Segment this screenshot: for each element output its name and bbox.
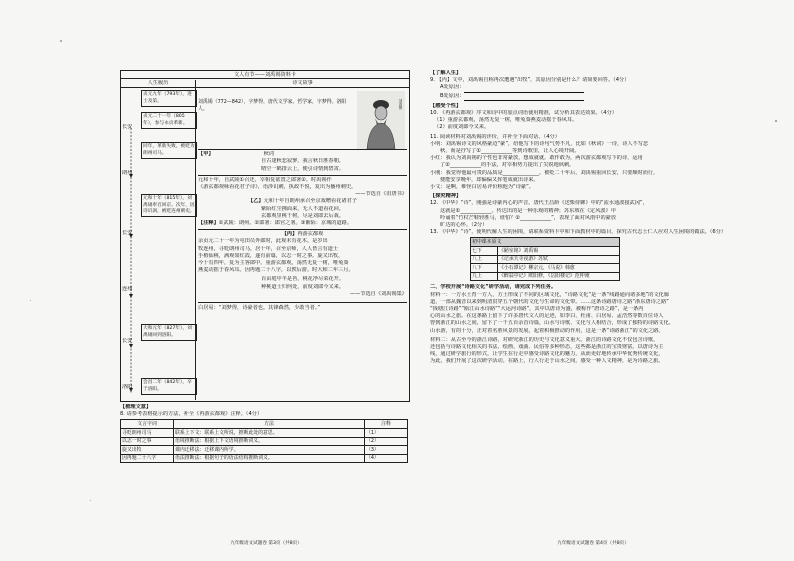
story-a-line-1: 自古逢秋悲寂寥，我言秋日胜春朝。 <box>260 158 344 165</box>
q8-section: 【梳理文意】 <box>120 404 152 410</box>
place-luoyang: 洛阳 <box>122 384 133 391</box>
life-event-5: 大和元年（827年），刘禹锡回到洛阳。 <box>141 324 197 341</box>
q8-method-4: 语法推断法：根据句子的语法结构推断词义。 <box>174 454 365 463</box>
textbook-grade-1: 七下 <box>471 247 498 256</box>
textbook-header: 初中课本原文 <box>471 238 620 247</box>
intro-block <box>198 89 407 150</box>
q10-item-1: （1）重游玄都观，荡然无复一树，唯兔葵燕麦动摇于春风耳。 <box>434 117 578 124</box>
q8-header-note: 注释 <box>365 420 408 429</box>
textbook-table <box>470 237 620 281</box>
textbook-works-2: 《记承天寺夜游》苏轼 <box>498 255 620 264</box>
q9-a-label: A处原因： <box>440 84 465 91</box>
story-column <box>196 88 409 400</box>
q9-b-label: B处原因： <box>440 92 465 99</box>
story-c-source: ——节选自《刘禹锡集》 <box>349 290 407 297</box>
q9-b-answer-line[interactable] <box>464 93 584 101</box>
q13-prompt: 13. 《中华》“诗”，使明代解人生的困境，请联系资料卡中和下面教材中的篇目，探究古代志士仁人应对人生困境的做法。（6分） <box>430 229 727 236</box>
col-header-story: 诗文故事 <box>292 80 313 86</box>
life-event-1: 贞元九年（793年），进士及第。 <box>141 90 197 107</box>
story-b-line-2: 《游玄都观咏看花君子诗》，语涉讥刺，执政不悦，复出为播州刺史。 <box>198 184 357 191</box>
timeline-arrows <box>121 88 141 400</box>
story-b-poem-title: 元和十年自朗州承召至京戏赠看花诸君子 <box>263 198 357 205</box>
q8-answer-2[interactable]: （2） <box>365 437 408 446</box>
q8-answer-3[interactable]: （3） <box>365 446 408 455</box>
right-page <box>412 70 774 550</box>
story-b-poem-line-1: 紫陌红尘拂面来，无人不道看花回。 <box>260 205 344 212</box>
q12-line-3[interactable]: 吟诵着“竹杖芒鞋轻胜马，谁怕？②____________”，表现了面对风雨中的豪放 <box>440 214 617 221</box>
table-row <box>121 437 408 446</box>
q8-word-4: 因再题二十八字 <box>121 454 174 463</box>
life-event-2: 贞元二十一年（805年），参与永贞革新。 <box>141 112 197 129</box>
material-1-line-2: 道，一部从魏晋以来到明清贯穿五个朝代的文化与生命的文化带。……这条诗路唐诗之路“浙东唐诗之路” <box>430 298 669 305</box>
profile-card <box>120 70 410 402</box>
part-two-heading: 二、学校开展“诗路文化”研学活动，请完成下列任务。 <box>430 284 557 291</box>
q11-line-1: 小明：刘禹锡诗文的风格豪迈“豪”，给他写下的诗句气势不凡，比如《秋词》一诗，诗人不写悲 <box>430 140 649 147</box>
story-c-poem-line-2: 种桃道士归何处，前度刘郎今又来。 <box>260 283 344 290</box>
story-b-line-1: 元和十年，自武陵①召还，宰相复欲置之郎署②。时禹锡作 <box>198 176 332 183</box>
life-event-4: 元和十年（815年），刘禹锡奉召回京。次年，因诗讥讽，被贬连州刺史。 <box>141 194 197 217</box>
textbook-works-3: 《小石潭记》柳宗元，《马说》韩愈 <box>498 264 620 273</box>
material-1-line-4: 心的山水之旅。在这条路上留下了许多唐代文人的足迹，如李白、杜甫、白居易、孟浩然等数百位诗人 <box>430 313 664 320</box>
story-a-title: 秋词 <box>263 151 274 158</box>
table-row <box>471 247 620 256</box>
q8-header-word: 文言字词 <box>121 420 174 429</box>
q8-word-2: 以志一时之事 <box>121 437 174 446</box>
card-col-headers <box>121 80 409 88</box>
q11-line-7: 小文：是啊，难怪白居易评价称他为“诗豪”。 <box>430 184 534 191</box>
story-b-note: ①武陵：朗州。②郎署：郎官之署。③紫陌：京城的道路。 <box>218 220 353 227</box>
material-2-line-4: 为此，我们开展了这次研学活动。在路上，行人行走于山水之间，感受一种人文精神，是为诗路之旅。 <box>430 358 664 365</box>
q11-line-5[interactable]: 小刚：我觉得他最可贵的品质是______________。被贬二十年后，刘禹锡重回长安，只要顺时而行， <box>430 169 659 176</box>
story-c-label: 【丙】 <box>281 231 298 238</box>
q11-line-4[interactable]: 了②____________的手法，对宰相势力提出了尖锐地讽刺。 <box>440 162 575 169</box>
material-2-line-3: 线，通过研学旅行的形式，让学生在行走中感受诗路文化的魅力，从而更好地传承中华优秀传统文化， <box>430 351 664 358</box>
place-changan-3: 长安 <box>122 338 133 345</box>
q8-header-method: 方法 <box>174 420 365 429</box>
place-changan-1: 长安 <box>122 124 133 131</box>
material-2-line-2: 还包括与诗路文化相关的书法、绘画、戏曲、民俗等多种形态，这些都是浙江的宝贵财富。以唐诗为主 <box>430 344 664 351</box>
life-event-6: 会昌二年（842年），卒于洛阳。 <box>141 378 197 395</box>
textbook-works-1: 《陋室铭》刘禹锡 <box>498 247 620 256</box>
q8-method-1: 联系上下文：联系上文所说，推断此处的意思。 <box>174 429 365 438</box>
story-a <box>198 150 407 176</box>
place-langzhou: 朗州 <box>122 170 133 177</box>
scan-speck <box>60 40 62 42</box>
q8-table <box>120 419 408 463</box>
svg-text:刘禹锡: 刘禹锡 <box>399 99 403 110</box>
place-lianzhou: 连州 <box>122 286 133 293</box>
table-row <box>471 264 620 273</box>
q11-line-3: 小红：我认为刘禹锡的个性也非常豪放，想成就就，敢作敢为，两次游玄都观写下的诗，运用 <box>430 155 643 162</box>
q11-prompt: 11. 阅读材料对刘禹锡的评价，并补全下面对话。（4分） <box>430 133 560 140</box>
timeline-column <box>121 88 196 400</box>
place-changan-2: 长安 <box>122 230 133 237</box>
story-b-note-label: 【注释】 <box>198 220 219 227</box>
sec-understand-life: 【了解人生】 <box>430 70 462 76</box>
card-body <box>121 88 409 400</box>
q10-item-2: （2）前度刘郎今又来。 <box>434 124 490 131</box>
story-c-prose-2: 牧连州，寻贬朗州司马。居十年，召至京师，人人皆言有道士 <box>198 245 339 252</box>
q11-line-6: 便能安享晚年，却偏偏又挥笔成就出诗来。 <box>440 176 539 183</box>
scan-speck <box>90 500 91 501</box>
q12-line-2[interactable]: 这就是①____________，传达出的是一种乐观的精神；苏东坡在《定风波》中 <box>440 207 616 214</box>
q8-word-1: 寻贬朗州司马 <box>121 429 174 438</box>
story-c <box>198 230 407 313</box>
textbook-grade-3: 八下 <box>471 264 498 273</box>
scan-speck <box>775 120 777 122</box>
story-b-poem-label: 【乙】 <box>248 198 264 205</box>
story-c-prose-3: 手植仙桃，满观如红霞，遂有前篇，以志一时之事。旋又出牧， <box>198 252 344 259</box>
right-page-footer: 九年级语文试题卷 第4页（共8页） <box>557 541 629 546</box>
table-row <box>471 272 620 281</box>
q8-answer-4[interactable]: （4） <box>365 454 408 463</box>
story-b-poem-line-2: 玄都观里桃千树，尽是刘郎去后栽。 <box>260 212 344 219</box>
left-page-footer: 九年级语文试题卷 第3页（共8页） <box>230 541 302 546</box>
q12-line-1: 12. 《中华》“诗”，刚强是诗豪内心的声音。唐代王昌龄《送柴侍御》中的“流水通波接武冈”， <box>430 200 648 207</box>
textbook-works-4: 《醉翁亭记》欧阳修，《岳阳楼记》范仲淹 <box>498 272 620 281</box>
material-2-line-1: 材料二：从古至今的浙江诗路，对研究浙江的历史与文化意义重大。浙江的诗路文化不仅包含诗歌， <box>430 336 659 343</box>
textbook-grade-2: 八上 <box>471 255 498 264</box>
q8-prompt: 8. 请参考表格提示的方法，补全《再游玄都观》注释。（4分） <box>120 411 263 418</box>
story-b <box>198 176 407 230</box>
material-1-line-3: “钱塘江诗路”“瓯江山水诗路”“大运河诗路”，其中以唐诗为盛，被称作“唐诗之路”，是一条内 <box>430 306 644 313</box>
card-title: 文人有节——刘禹锡资料卡 <box>121 71 409 79</box>
q8-method-3: 课内迁移法：迁移课内所学。 <box>174 446 365 455</box>
q9-prompt: 9. 【丙】文中，刘禹锡自称再次遭遇“出牧”，其原因分别是什么？请简要回答。（4分） <box>430 77 630 84</box>
bai-juyi-quote: 白居易：“刘梦得，诗豪者也。其锋森然，少敢当者。” <box>198 302 407 312</box>
table-row <box>471 255 620 264</box>
story-c-prose-4: 今十有四年，复为主客郎中。重游玄都观，荡然无复一树，唯兔葵 <box>198 260 349 267</box>
story-a-line-2: 晴空一鹤排云上，便引诗情到碧霄。 <box>260 165 344 172</box>
story-c-title: 再游玄都观 <box>297 231 324 238</box>
q9-a-answer-line[interactable] <box>464 84 584 92</box>
material-1-line-1: 材料一：一方水土育一方人，方土形成了不同的区域文化，“诗路文化”是一条“线路通向诸多地”的文化廊 <box>430 291 670 298</box>
intro-text: 刘禹锡（772—842），字梦得，唐代文学家、哲学家，字梦得。洛阳人。 <box>198 99 347 113</box>
story-c-poem-line-1: 百亩庭中半是苔，桃花净尽菜花开。 <box>260 276 344 283</box>
story-c-prose-5: 燕麦动摇于春风耳。因再题二十八字，以俟后游。时大和二年三月。 <box>198 267 354 274</box>
table-row <box>121 446 408 455</box>
q8-word-3: 旋又出牧 <box>121 446 174 455</box>
q10-prompt: 10. 《再游玄都观》序文和诗中的加点词语使用精准，试分析其表达效果。（4分） <box>430 110 617 117</box>
life-event-3: 同年，革新失败，被贬为朗州司马。 <box>141 142 197 159</box>
left-page <box>120 70 412 550</box>
q11-line-2[interactable]: 秋，而是抒写了①____________等到诗歌里，让人心境开阔。 <box>440 148 580 155</box>
material-1-line-5: 曾到浙江的山水之间，留下了一千五百余首诗篇，山水与诗歌、文化与人相结合，形成了独特的诗路文化。 <box>430 320 674 327</box>
table-row <box>121 454 408 463</box>
textbook-grade-4: 九上 <box>471 272 498 281</box>
story-a-label: 【甲】 <box>198 151 214 158</box>
table-row <box>121 429 408 438</box>
col-header-life: 人生履历 <box>121 80 196 87</box>
liu-yuxi-portrait <box>357 91 405 149</box>
story-b-source: ——节选自《旧唐书》 <box>355 191 407 198</box>
story-c-prose-1: 余贞元二十一年为屯田员外郎时，此观未有花木。是岁出 <box>198 238 328 245</box>
q12-line-4: 旷达的心怀。（2分） <box>440 222 488 229</box>
q8-method-2: 语境推断法：根据上下文语境推断词义。 <box>174 437 365 446</box>
q8-header-row <box>121 420 408 429</box>
q8-answer-1[interactable]: （1） <box>365 429 408 438</box>
scan-speck <box>30 300 31 301</box>
sec-explore-spirit: 【探究精神】 <box>430 193 462 200</box>
material-1-line-6: 山水游，有的十分，正对着名胜风景的发展，起着积极推动的作用，这是一条“诗路浙江”的文化之路。 <box>430 327 664 334</box>
sec-feel-personality: 【感受个性】 <box>430 102 462 109</box>
